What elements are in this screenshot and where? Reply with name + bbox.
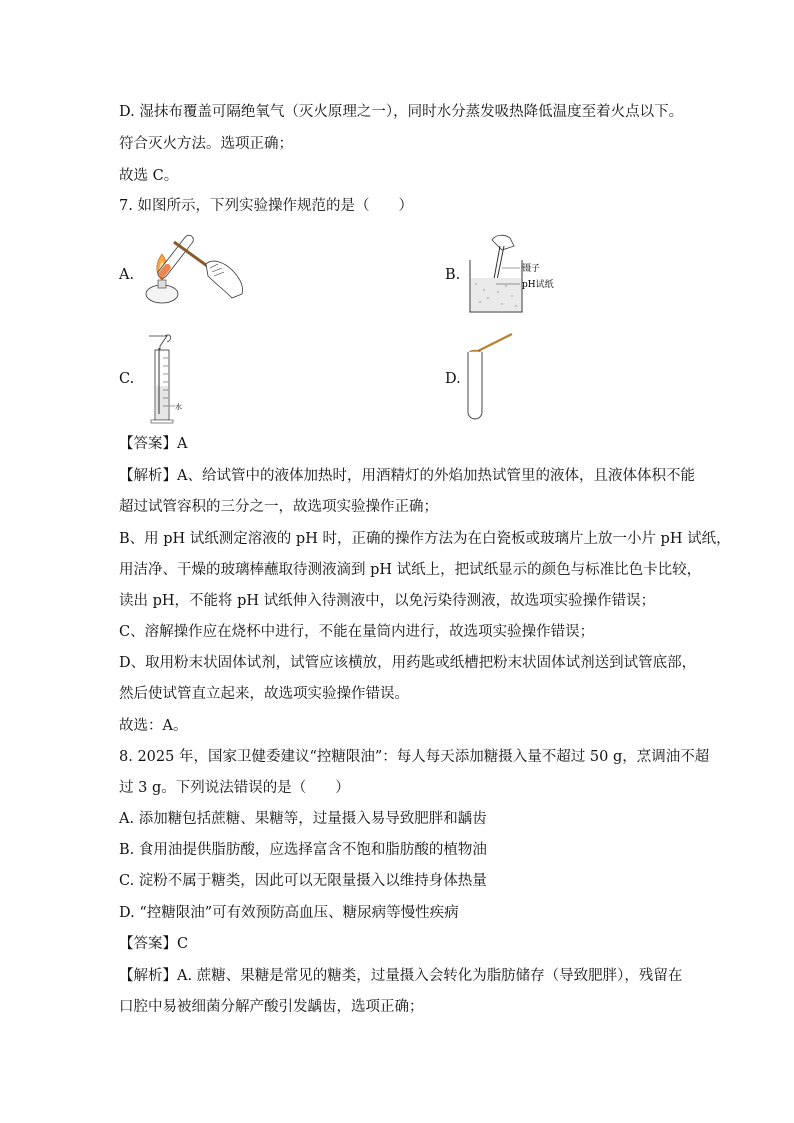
option-a: A. 添加糖包括蔗糖、果糖等，过量摄入易导致肥胖和龋齿 <box>119 811 487 827</box>
text-line: 故选 C。 <box>119 168 179 184</box>
text-line: 用洁净、干燥的玻璃棒蘸取待测液滴到 pH 试纸上，把试纸显示的颜色与标准比色卡比较， <box>119 562 702 578</box>
text-line: 符合灭火方法。选项正确； <box>119 136 293 152</box>
text-line: 【解析】A. 蔗糖、果糖是常见的糖类，过量摄入会转化为脂肪储存（导致肥胖），残留在 <box>119 968 683 984</box>
figure-b-ph-test <box>462 232 572 318</box>
option-d: D. “控糖限油”可有效预防高血压、糖尿病等慢性疾病 <box>119 905 459 921</box>
option-a-label: A. <box>119 267 135 283</box>
text-line: 过 3 g。下列说法错误的是（ ） <box>119 780 350 796</box>
label-tweezers: 镊子 <box>522 264 541 274</box>
text-line: D、取用粉末状固体试剂，试管应该横放，用药匙或纸槽把粉末状固体试剂送到试管底部， <box>119 655 697 671</box>
option-b-label: B. <box>445 267 461 283</box>
text-line: 【解析】A、给试管中的液体加热时，用酒精灯的外焰加热试管里的液体，且液体体积不能 <box>119 468 695 484</box>
question-7: 7. 如图所示，下列实验操作规范的是（ ） <box>119 198 413 214</box>
text-line: B、用 pH 试纸测定溶液的 pH 时，正确的操作方法为在白瓷板或玻璃片上放一小片 pH 试纸， <box>119 531 731 547</box>
option-c: C. 淀粉不属于糖类，因此可以无限量摄入以维持身体热量 <box>119 873 487 889</box>
option-d-label: D. <box>445 371 461 387</box>
option-b: B. 食用油提供脂肪酸，应选择富含不饱和脂肪酸的植物油 <box>119 842 487 858</box>
answer-7: 【答案】A <box>119 436 188 452</box>
text-line: D. 湿抹布覆盖可隔绝氧气（灭火原理之一），同时水分蒸发吸热降低温度至着火点以下。 <box>119 104 684 120</box>
figure-a-heating <box>140 228 250 312</box>
text-line: 读出 pH，不能将 pH 试纸伸入待测液中，以免污染待测液，故选项实验操作错误； <box>119 593 656 609</box>
text-line: 然后使试管直立起来，故选项实验操作错误。 <box>119 686 409 702</box>
text-line: 故选：A。 <box>119 718 188 734</box>
question-8: 8. 2025 年，国家卫健委建议“控糖限油”：每人每天添加糖摄入量不超过 50 g，烹调油不超 <box>119 749 710 765</box>
text-line: 口腔中易被细菌分解产酸引发龋齿，选项正确； <box>119 999 424 1015</box>
answer-8: 【答案】C <box>119 936 189 952</box>
label-water: 水 <box>175 403 182 411</box>
text-line: C、溶解操作应在烧杯中进行，不能在量筒内进行，故选项实验操作错误； <box>119 624 595 640</box>
text-line: 超过试管容积的三分之一，故选项实验操作正确； <box>119 499 438 515</box>
label-ph-paper: pH试纸 <box>522 280 554 290</box>
option-c-label: C. <box>119 371 135 387</box>
figure-c-cylinder <box>145 330 205 424</box>
figure-d-spoon <box>462 330 522 422</box>
